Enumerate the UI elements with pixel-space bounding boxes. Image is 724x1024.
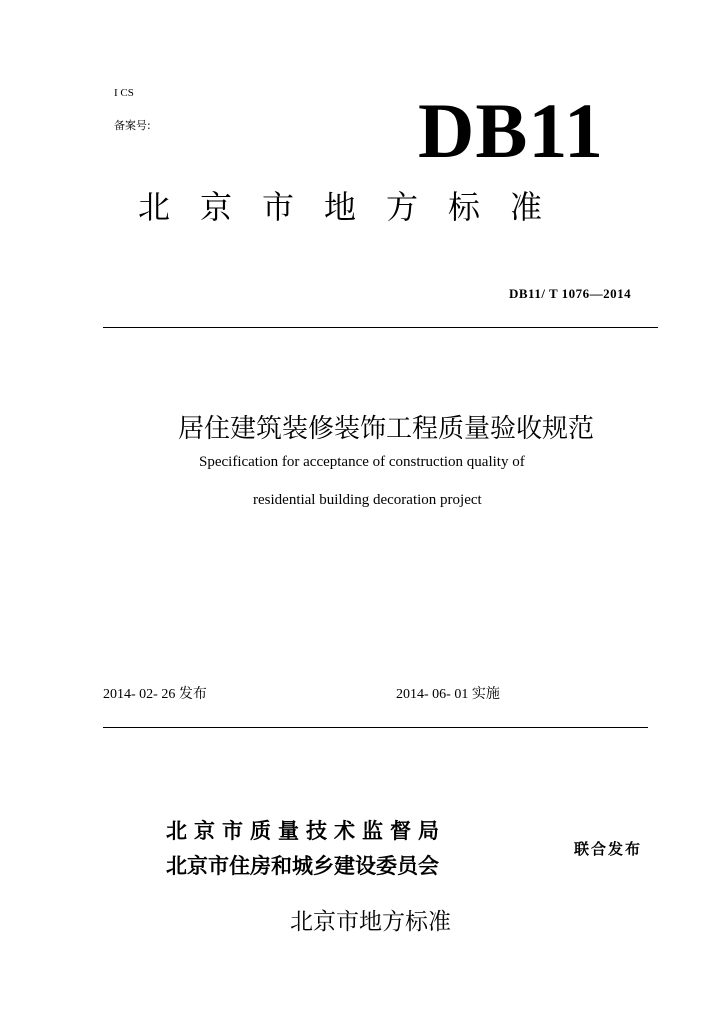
top-divider <box>103 327 658 328</box>
document-title-en-line1: Specification for acceptance of construction quality of <box>199 454 525 470</box>
ics-label: I CS <box>114 87 134 99</box>
filing-number-label: 备案号: <box>114 119 151 132</box>
implementation-date: 2014- 06- 01 实施 <box>396 687 500 702</box>
issuer-commission: 北京市住房和城乡建设委员会 <box>166 854 439 878</box>
document-title-cn: 居住建筑装修装饰工程质量验收规范 <box>178 414 595 444</box>
document-title-en-line2: residential building decoration project <box>253 492 482 508</box>
issue-date: 2014- 02- 26 发布 <box>103 687 207 702</box>
joint-release-label: 联合发布 <box>574 840 643 858</box>
standard-code: DB11/ T 1076—2014 <box>509 286 632 301</box>
issuer-bureau: 北京市质量技术监督局 <box>166 819 446 843</box>
footer-standard-label: 北京市地方标准 <box>290 909 451 935</box>
standard-type-heading: 北京市地方标准 <box>138 188 573 226</box>
db11-logo: DB11 <box>418 87 605 174</box>
bottom-divider <box>103 727 648 728</box>
